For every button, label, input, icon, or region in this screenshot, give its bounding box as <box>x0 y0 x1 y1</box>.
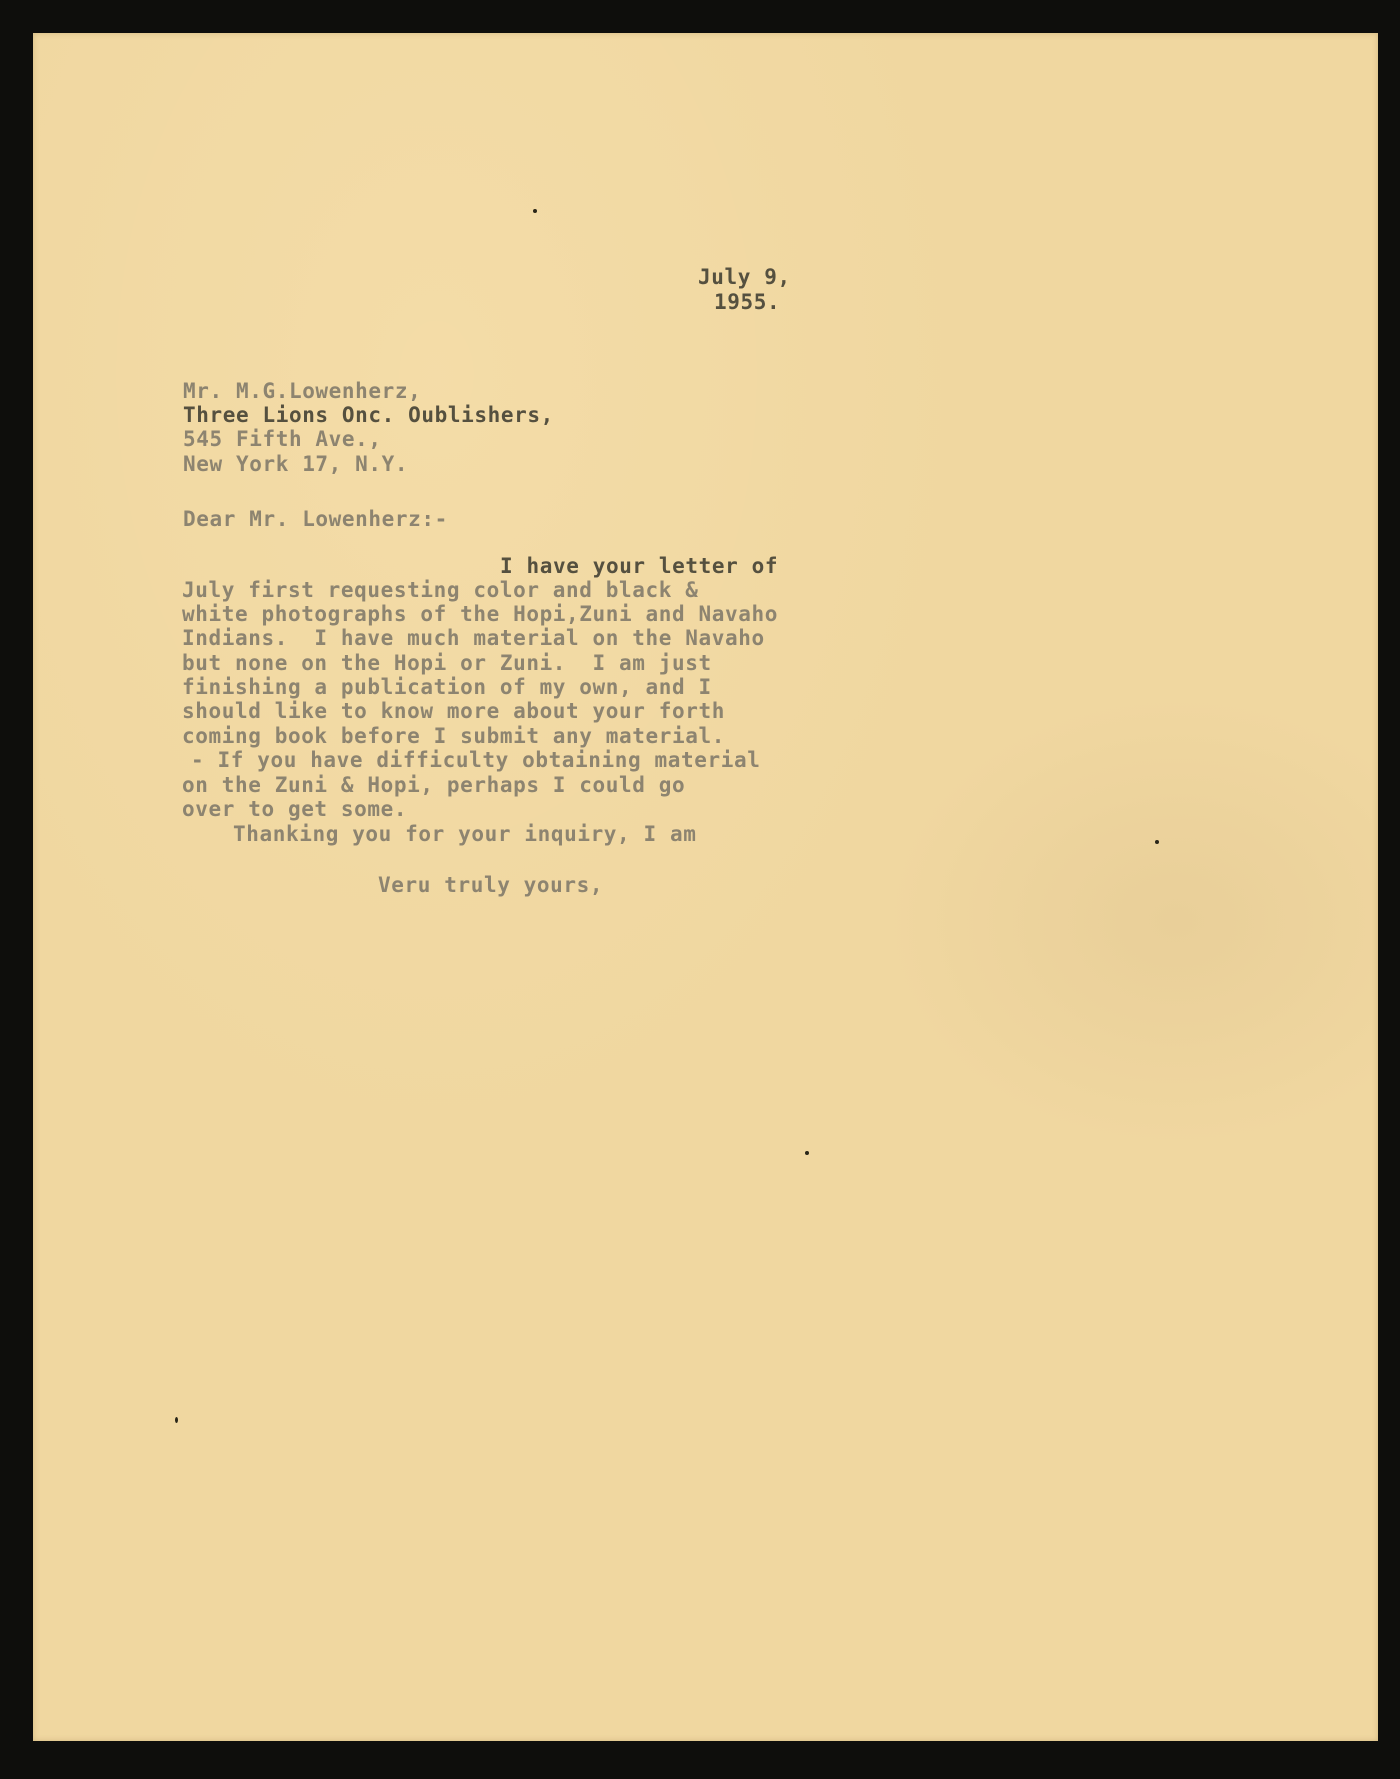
body-line: over to get some. <box>182 797 408 821</box>
body-line: on the Zuni & Hopi, perhaps I could go <box>182 773 686 797</box>
address-line: 545 Fifth Ave., <box>183 427 382 451</box>
salutation: Dear Mr. Lowenherz:- <box>183 507 448 531</box>
paper-speck <box>175 1417 178 1423</box>
letter-page <box>33 33 1378 1741</box>
body-line: - If you have difficulty obtaining material <box>191 748 761 772</box>
body-line: white photographs of the Hopi,Zuni and Navaho <box>182 602 778 626</box>
body-line: but none on the Hopi or Zuni. I am just <box>182 651 712 675</box>
body-line: Thanking you for your inquiry, I am <box>233 822 697 846</box>
body-line: July first requesting color and black & <box>182 578 699 602</box>
address-line: Three Lions Onc. Oublishers, <box>183 403 554 427</box>
address-line: New York 17, N.Y. <box>183 452 409 476</box>
body-line: I have your letter of <box>500 554 779 578</box>
paper-speck <box>1155 840 1159 844</box>
letter-date-line2: 1955. <box>714 290 781 314</box>
paper-speck <box>533 209 537 213</box>
body-line: Indians. I have much material on the Navaho <box>182 626 765 650</box>
body-line: finishing a publication of my own, and I <box>182 675 712 699</box>
letter-date-line1: July 9, <box>698 265 791 289</box>
body-line: coming book before I submit any material. <box>182 724 725 748</box>
paper-speck <box>805 1151 809 1155</box>
body-line: should like to know more about your forth <box>182 699 725 723</box>
closing: Veru truly yours, <box>378 873 604 897</box>
address-line: Mr. M.G.Lowenherz, <box>183 379 422 403</box>
